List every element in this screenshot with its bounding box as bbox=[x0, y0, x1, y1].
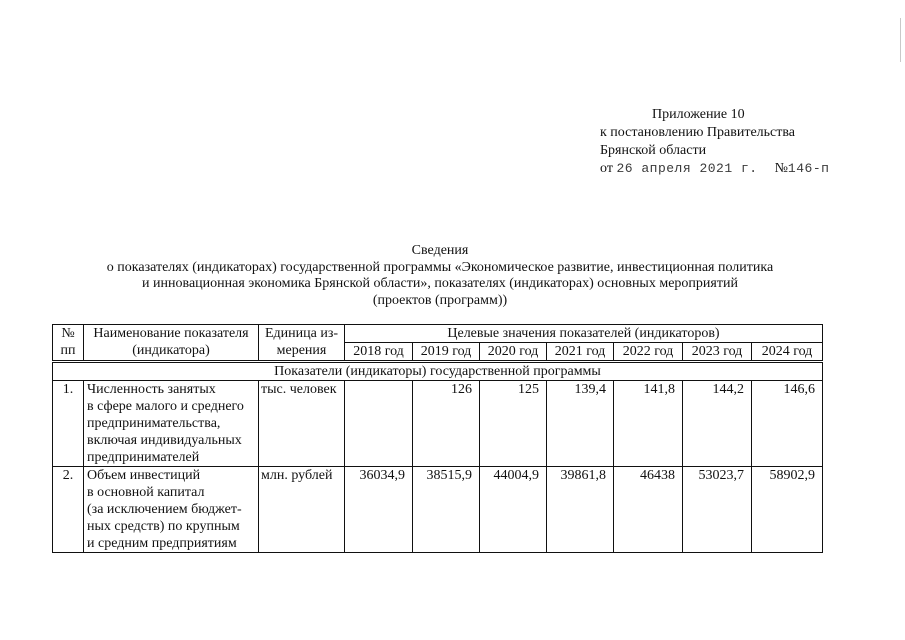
document-caption bbox=[40, 243, 840, 309]
value-cell: 38515,9 bbox=[413, 467, 480, 553]
number-sign: № bbox=[774, 161, 788, 176]
appendix-block bbox=[600, 106, 829, 178]
appendix-region-line: Брянской области bbox=[600, 143, 707, 158]
section-row bbox=[53, 362, 823, 381]
header-row-top bbox=[53, 325, 823, 343]
value-cell bbox=[345, 381, 413, 467]
indicator-name: Объем инвестиций в основной капитал (за исключением бюджет- ных средств) по крупным и средним предприятиям bbox=[84, 467, 259, 553]
appendix-date-line bbox=[600, 160, 829, 178]
date-prefix: от bbox=[600, 161, 613, 176]
caption-title: Сведения bbox=[411, 243, 469, 258]
header-year: 2018 год bbox=[345, 343, 413, 362]
caption-line-3: и инновационная экономика Брянской области», показателях (индикаторах) основных мероприятий bbox=[142, 276, 738, 291]
indicator-unit: млн. рублей bbox=[259, 467, 345, 553]
value-cell: 139,4 bbox=[547, 381, 614, 467]
section-title: Показатели (индикаторы) государственной программы bbox=[53, 362, 823, 381]
appendix-resolution-line: к постановлению Правительства bbox=[600, 125, 796, 140]
appendix-title: Приложение 10 bbox=[652, 107, 745, 122]
header-year: 2021 год bbox=[547, 343, 614, 362]
indicator-unit: тыс. человек bbox=[259, 381, 345, 467]
scan-edge-mark bbox=[900, 18, 901, 62]
value-cell: 53023,7 bbox=[683, 467, 752, 553]
indicators-table bbox=[52, 324, 823, 553]
header-name: Наименование показателя (индикатора) bbox=[84, 325, 259, 362]
value-cell: 58902,9 bbox=[752, 467, 823, 553]
header-year: 2019 год bbox=[413, 343, 480, 362]
value-cell: 125 bbox=[480, 381, 547, 467]
header-year: 2023 год bbox=[683, 343, 752, 362]
header-year: 2024 год bbox=[752, 343, 823, 362]
row-number: 2. bbox=[53, 467, 84, 553]
value-cell: 141,8 bbox=[614, 381, 683, 467]
header-unit: Единица из-мерения bbox=[259, 325, 345, 362]
value-cell: 46438 bbox=[614, 467, 683, 553]
header-num: № пп bbox=[53, 325, 84, 362]
header-targets: Целевые значения показателей (индикаторов) bbox=[345, 325, 823, 343]
table-row bbox=[53, 381, 823, 467]
row-number: 1. bbox=[53, 381, 84, 467]
date-value: 26 апреля 2021 г. bbox=[616, 161, 758, 176]
value-cell: 36034,9 bbox=[345, 467, 413, 553]
header-year: 2020 год bbox=[480, 343, 547, 362]
value-cell: 144,2 bbox=[683, 381, 752, 467]
value-cell: 39861,8 bbox=[547, 467, 614, 553]
value-cell: 126 bbox=[413, 381, 480, 467]
table-row bbox=[53, 467, 823, 553]
caption-line-4: (проектов (программ)) bbox=[372, 292, 508, 308]
value-cell: 146,6 bbox=[752, 381, 823, 467]
header-year: 2022 год bbox=[614, 343, 683, 362]
caption-line-2: о показателях (индикаторах) государственной программы «Экономическое развитие, инвестиционная политика bbox=[106, 259, 774, 275]
indicator-name: Численность занятых в сфере малого и среднего предпринимательства, включая индивидуальных предпринимателей bbox=[84, 381, 259, 467]
number-value: 146-п bbox=[787, 161, 830, 176]
value-cell: 44004,9 bbox=[480, 467, 547, 553]
